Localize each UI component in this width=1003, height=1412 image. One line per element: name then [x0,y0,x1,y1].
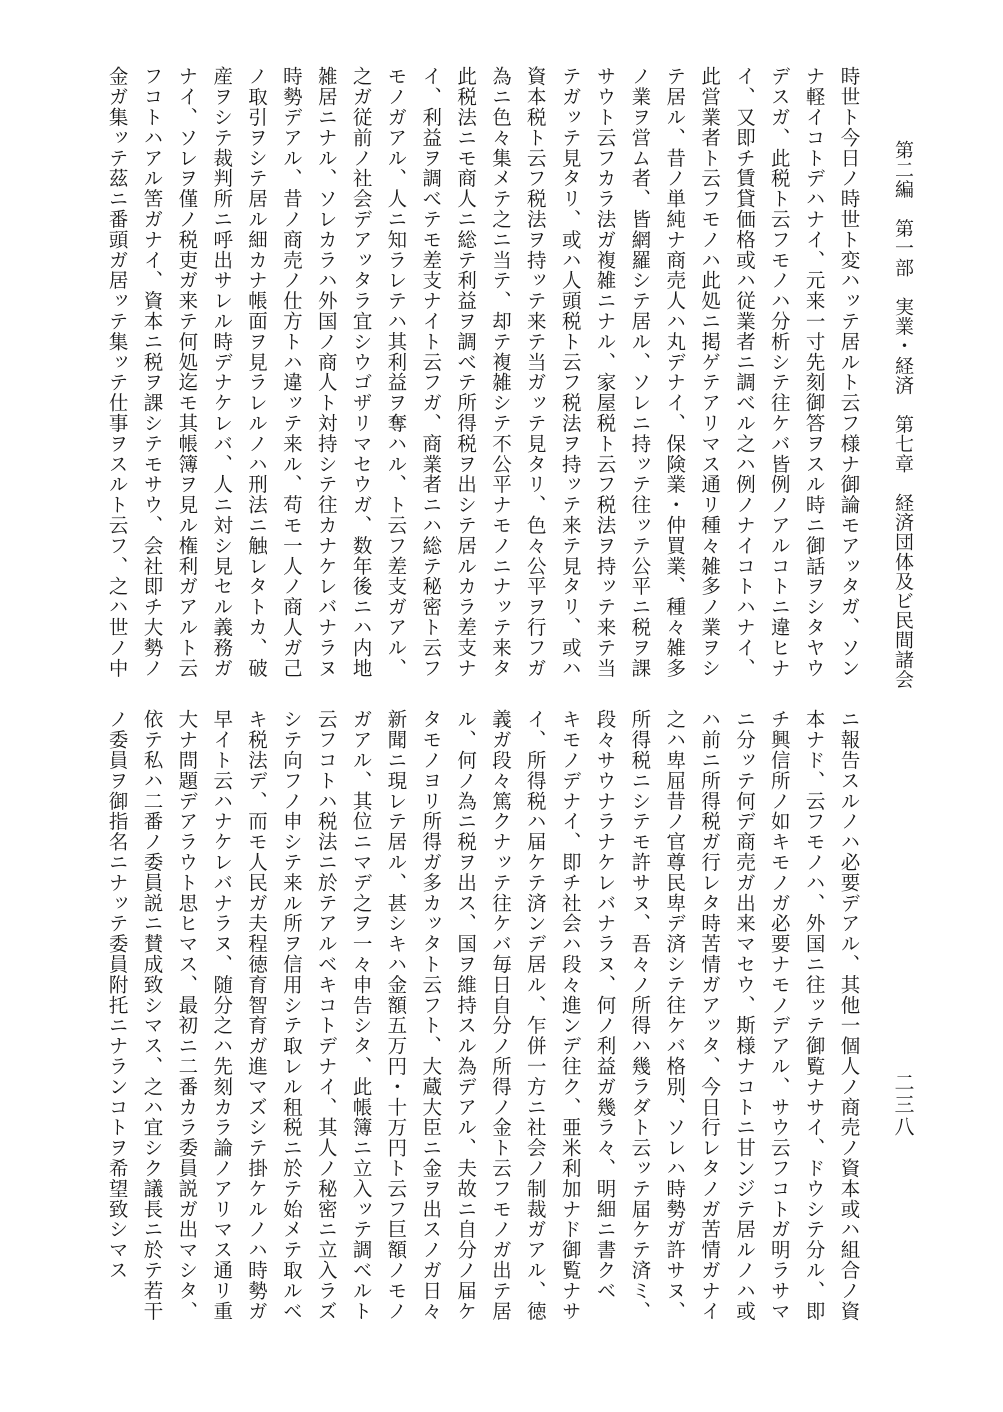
text-column: 時世ト今日ノ時世ト変ハッテ居ルト云フ様ナ御論モアッタガ、ソン [837,66,861,678]
text-column: 云フコトハ税法ニ於テアルベキコトデナイ、其人ノ秘密ニ立入ラズ [314,709,338,1321]
text-column: イ、所得税ハ届ケテ済ンデ居ル、乍併一方ニ社会ノ制裁ガアル、徳 [523,709,547,1321]
text-column: 産ヲシテ裁判所ニ呼出サレル時デナケレバ、人ニ対シ見セル義務ガ [210,66,234,678]
page-number: 二三八 [891,1072,915,1138]
text-column: サウト云フカラ法ガ複雑ニナル、家屋税ト云フ税法ヲ持ッテ来テ当 [593,66,617,678]
text-column: 之ガ従前ノ社会デアッタラ宜シウゴザリマセウガ、数年後ニハ内地 [349,66,373,678]
text-column: ル、何ノ為ニ税ヲ出ス、国ヲ維持スル為デアル、夫故ニ自分ノ届ケ [454,709,478,1321]
running-head: 第二編 第一部 実業・経済 第七章 経済団体及ビ民間諸会 [892,140,914,689]
text-column: イ、利益ヲ調べテモ差支ナイト云フガ、商業者ニハ総テ秘密ト云フ [419,66,443,678]
text-column: ノ委員ヲ御指名ニナッテ委員附托ニナランコトヲ希望致シマス [105,709,129,1281]
text-column: ノ業ヲ営ム者、皆網羅シテ居ル、ソレニ持ッテ往ッテ公平ニ税ヲ課 [628,66,652,678]
text-column: ナイ、ソレヲ僅ノ税吏ガ来テ何処迄モ其帳簿ヲ見ル権利ガアルト云 [175,66,199,678]
text-column: 所得税ニシテモ許サヌ、吾々ノ所得ハ幾ラダト云ッテ届ケテ済ミ、 [628,709,652,1321]
text-column: 大ナ問題デアラウト思ヒマス、最初ニ二番カラ委員説ガ出マシタ、 [175,709,199,1321]
text-column: テガッテ見タリ、或ハ人頭税ト云フ税法ヲ持ッテ来テ見タリ、或ハ [558,66,582,678]
text-column: 金ガ集ッテ茲ニ番頭ガ居ッテ集ッテ仕事ヲスルト云フ、之ハ世ノ中 [105,66,129,678]
text-column: 為ニ色々集メテ之ニ当テ、却テ複雑シテ不公平ナモノニナッテ来タ [489,66,512,678]
text-column: モノガアル、人ニ知ラレテハ其利益ヲ奪ハル、ト云フ差支ガアル、 [384,66,408,678]
text-column: 早イト云ハナケレバナラヌ、随分之ハ先刻カラ論ノアリマス通リ重 [210,709,234,1321]
text-column: 新聞ニ現レテ居ル、甚シキハ金額五万円・十万円ト云フ巨額ノモノ [384,709,408,1321]
text-column: イ、又即チ賃貸価格或ハ従業者ニ調べル之ハ例ノナイコトハナイ、 [733,66,756,678]
text-column: 依テ私ハ二番ノ委員説ニ賛成致シマス、之ハ宜シク議長ニ於テ若干 [140,709,164,1321]
text-column: ニ報告スルノハ必要デアル、其他一個人ノ商売ノ資本或ハ組合ノ資 [837,709,861,1321]
text-column: ノ取引ヲシテ居ル細カナ帳面ヲ見ラレルノハ刑法ニ触レタトカ、破 [245,66,268,678]
text-column: 雑居ニナル、ソレカラハ外国ノ商人ト対持シテ往カナケレバナラヌ [314,66,338,678]
text-column: キ税法デ、而モ人民ガ夫程徳育智育ガ進マズシテ掛ケルノハ時勢ガ [245,709,268,1321]
text-column: チ興信所ノ如キモノガ必要ナモノデアル、サウ云フコトガ明ラサマ [767,709,791,1321]
text-column: 時勢デアル、昔ノ商売ノ仕方トハ違ッテ来ル、苟モ一人ノ商人ガ己 [279,66,303,678]
text-column: キモノデナイ、即チ社会ハ段々進ンデ往ク、亜米利加ナド御覧ナサ [558,709,582,1321]
text-column: タモノヨリ所得ガ多カッタト云フト、大蔵大臣ニ金ヲ出スノガ日々 [419,709,443,1321]
text-column: 義ガ段々篤クナッテ往ケバ毎日自分ノ所得ノ金ト云フモノガ出テ居 [489,709,512,1321]
text-column: ナ軽イコトデハナイ、元来一寸先刻御答ヲスル時ニ御話ヲシタヤウ [802,66,826,678]
text-column: 之ハ卑屈昔ノ官尊民卑デ済シテ往ケバ格別、ソレハ時勢ガ許サヌ、 [663,709,687,1321]
text-column: 此税法ニモ商人ニ総テ利益ヲ調べテ所得税ヲ出シテ居ルカラ差支ナ [454,66,478,678]
text-column: フコトハアル筈ガナイ、資本ニ税ヲ課シテモサウ、会社即チ大勢ノ [140,66,164,678]
text-column: シテ向フノ申シテ来ル所ヲ信用シテ取レル租税ニ於テ始メテ取ルベ [279,709,303,1321]
text-column: テ居ル、昔ノ単純ナ商売人ハ丸デナイ、保険業・仲買業、種々雑多 [663,66,687,678]
text-column: 此営業者ト云フモノハ此処ニ掲ゲテアリマス通リ種々雑多ノ業ヲシ [698,66,722,678]
text-column: ガアル、其位ニマデ之ヲ一々申告シタ、此帳簿ニ立入ッテ調ベルト [349,709,373,1321]
text-column: 資本税ト云フ税法ヲ持ッテ来テ当ガッテ見タリ、色々公平ヲ行フガ [523,66,547,678]
text-column: ニ分ッテ何デ商売ガ出来マセウ、斯様ナコトニ甘ンジテ居ルノハ或 [733,709,756,1321]
text-column: 本ナド、云フモノハ、外国ニ往ッテ御覧ナサイ、ドウシテ分ル、即 [802,709,826,1321]
text-column: ハ前ニ所得税ガ行レタ時苦情ガアッタ、今日行レタノガ苦情ガナイ [698,709,722,1321]
text-column: 段々サウナラナケレバナラヌ、何ノ利益ガ幾ラ々、明細ニ書クベ [593,709,617,1301]
text-column: デスガ、此税ト云フモノハ分析シテ往ケバ皆例ノアルコトニ違ヒナ [767,66,791,678]
